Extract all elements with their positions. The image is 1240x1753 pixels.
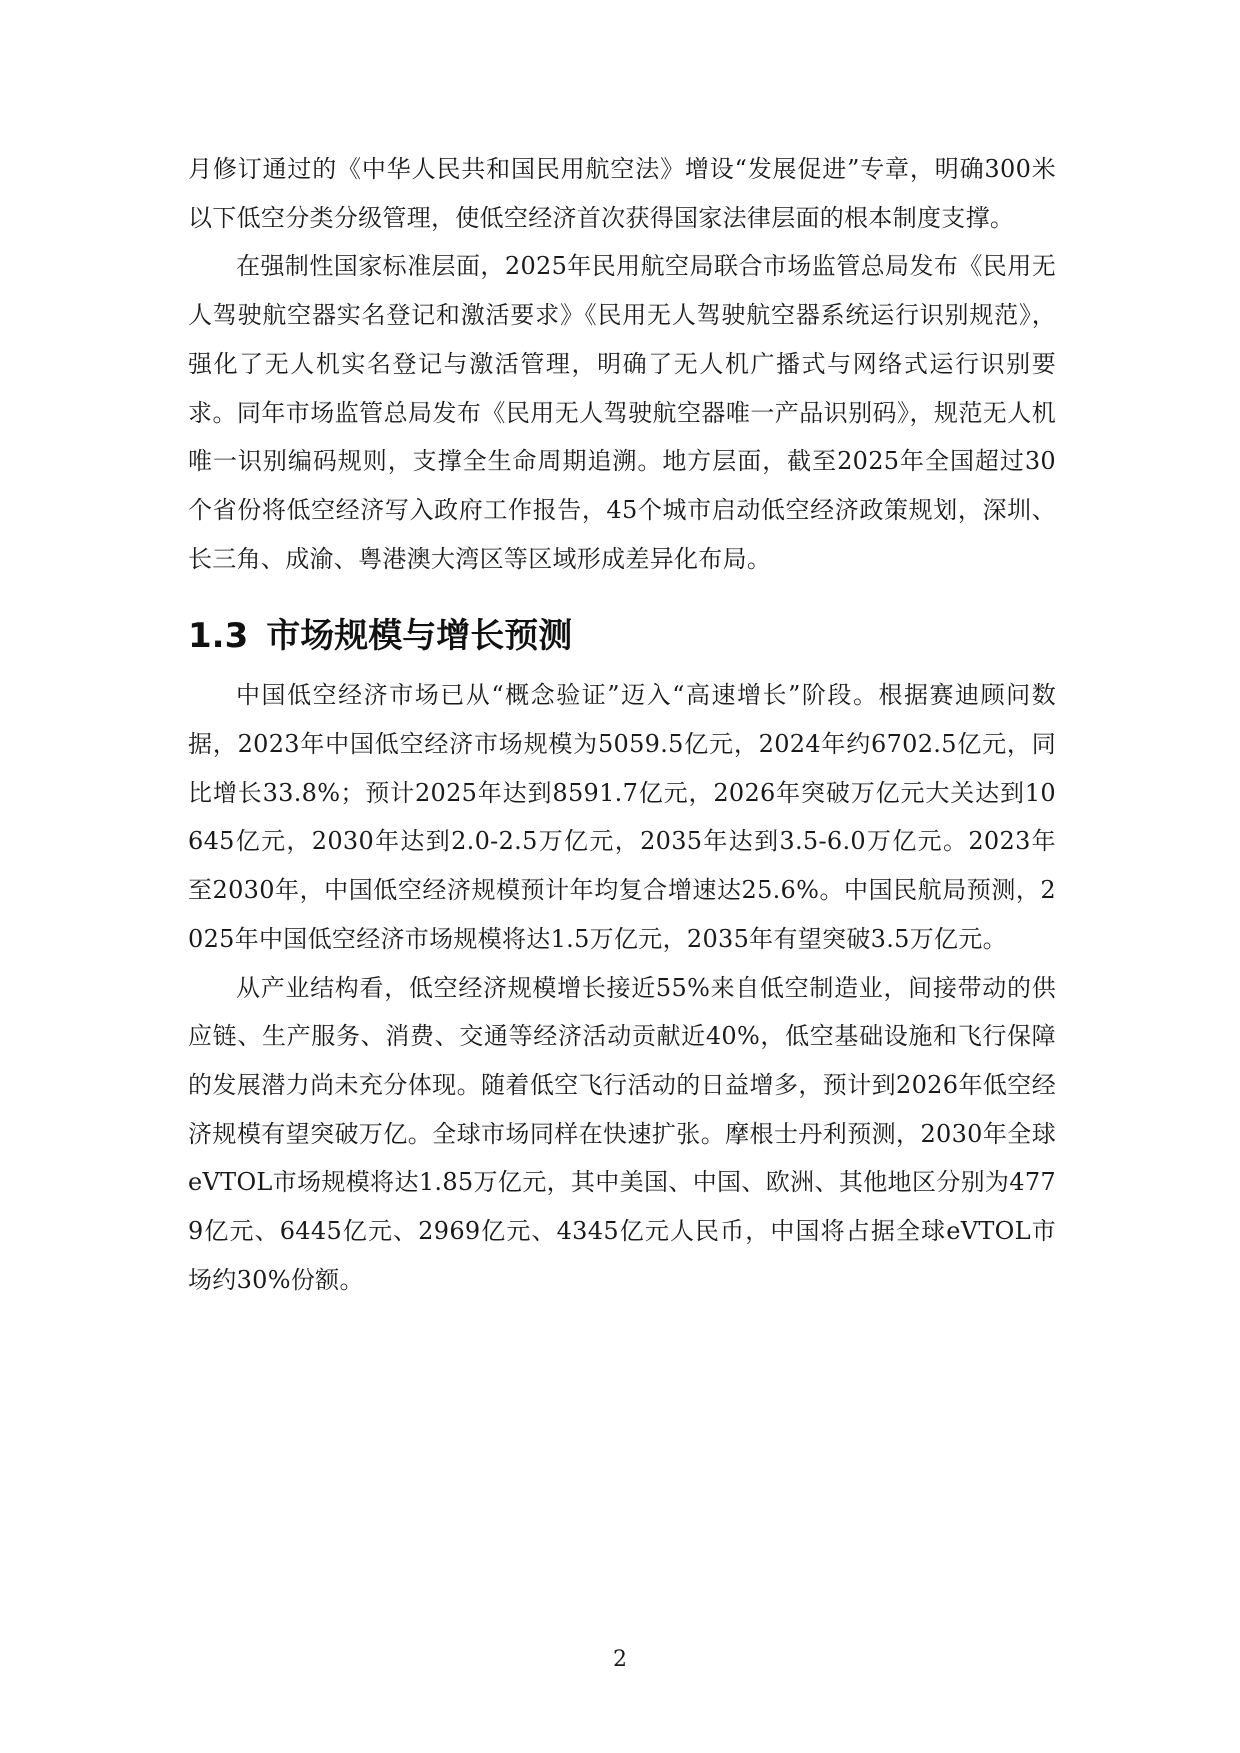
- paragraph-market-size: 中国低空经济市场已从“概念验证”迈入“高速增长”阶段。根据赛迪顾问数据，2023年中国低空经济市场规模为5059.5亿元，2024年约6702.5亿元，同比增长33.8%；预计2025年达到8591.7亿元，2026年突破万亿元大关达到10645亿元，2030年达到2.0-2.5万亿元，2035年达到3.5-6.0万亿元。2023年至2030年，中国低空经济规模预计年均复合增速达25.6%。中国民航局预测，2025年中国低空经济市场规模将达1.5万亿元，2035年有望突破3.5万亿元。: [188, 681, 1056, 953]
- paragraph-law-revision: 月修订通过的《中华人民共和国民用航空法》增设“发展促进”专章，明确300米以下低空分类分级管理，使低空经济首次获得国家法律层面的根本制度支撑。: [188, 155, 1056, 232]
- section-title: 市场规模与增长预测: [266, 616, 573, 657]
- paragraph-national-standards: 在强制性国家标准层面，2025年民用航空局联合市场监管总局发布《民用无人驾驶航空器实名登记和激活要求》《民用无人驾驶航空器系统运行识别规范》，强化了无人机实名登记与激活管理，明确了无人机广播式与网络式运行识别要求。同年市场监管总局发布《民用无人驾驶航空器唯一产品识别码》，规范无人机唯一识别编码规则，支撑全生命周期追溯。地方层面，截至2025年全国超过30个省份将低空经济写入政府工作报告，45个城市启动低空经济政策规划，深圳、长三角、成渝、粤港澳大湾区等区域形成差异化布局。: [188, 252, 1056, 573]
- section-number: 1.3: [188, 616, 249, 657]
- page-content: [188, 145, 1056, 1304]
- page-number: 2: [613, 1647, 627, 1672]
- paragraph-industry-structure: 从产业结构看，低空经济规模增长接近55%来自低空制造业，间接带动的供应链、生产服务、消费、交通等经济活动贡献近40%，低空基础设施和飞行保障的发展潜力尚未充分体现。随着低空飞行活动的日益增多，预计到2026年低空经济规模有望突破万亿。全球市场同样在快速扩张。摩根士丹利预测，2030年全球eVTOL市场规模将达1.85万亿元，其中美国、中国、欧洲、其他地区分别为4779亿元、6445亿元、2969亿元、4345亿元人民币，中国将占据全球eVTOL市场约30%份额。: [188, 973, 1056, 1294]
- section-heading: [188, 611, 1056, 661]
